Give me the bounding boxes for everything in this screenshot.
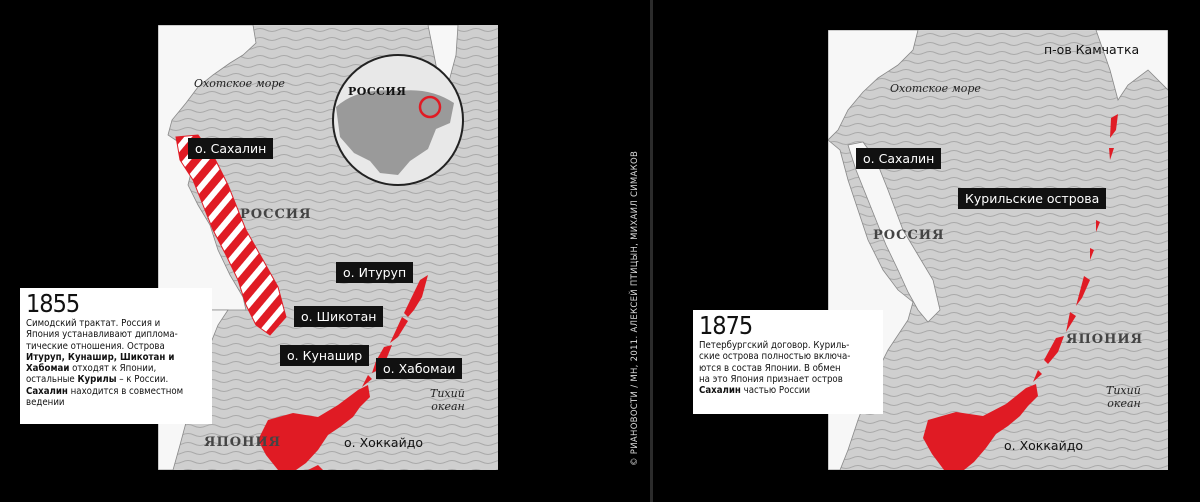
sea-label-pacific [430,387,465,413]
pacific-line-1: Тихий [1106,384,1141,397]
description-1875 [699,340,877,396]
country-label-japan: ЯПОНИЯ [1066,332,1144,347]
country-label-russia: РОССИЯ [873,228,945,243]
desc-line: Симодский трактат. Россия и [26,318,161,329]
desc-line: на это Япония признает остров [699,373,843,385]
locator-globe [333,55,463,185]
desc-bold-kurily: Курилы [77,374,117,386]
year-1855: 1855 [26,289,80,318]
sea-label-okhotsk: Охотское море [890,82,981,95]
label-kamchatka: п-ов Камчатка [1044,42,1140,57]
label-kuril-islands: Курильские острова [958,188,1106,209]
globe-country-label: РОССИЯ [348,85,407,98]
credit-line: © РИАНОВОСТИ / МН, 2011. АЛЕКСЕЙ ПТИЦЫН, МИХАИЛ СИМАКОВ [630,150,640,466]
description-1855 [26,318,206,408]
pacific-line-2: океан [1107,397,1141,410]
desc-text: частью России [740,385,811,397]
country-label-russia: РОССИЯ [240,207,312,222]
desc-bold-habomai: Хабомаи [26,363,70,375]
panel-divider [650,0,653,502]
desc-line: ские острова полностью включа- [699,351,851,363]
desc-line: Петербургский договор. Куриль- [699,340,850,351]
label-shikotan: о. Шикотан [294,306,383,327]
desc-text: отходят к Японии, [69,363,157,375]
label-hokkaido: о. Хоккайдо [344,435,423,450]
country-label-japan: ЯПОНИЯ [204,435,282,450]
label-sakhalin: о. Сахалин [856,148,941,169]
label-habomai: о. Хабомаи [376,358,462,379]
desc-text: находится в совместном [67,385,184,397]
desc-bold-sakhalin: Сахалин [26,385,68,397]
sea-label-pacific [1106,384,1141,410]
desc-line: ются в состав Японии. В обмен [699,362,841,374]
pacific-line-2: океан [431,400,465,413]
infobox-1855 [20,288,212,424]
label-kunashir: о. Кунашир [280,345,369,366]
sea-label-okhotsk: Охотское море [194,77,285,90]
desc-line: тические отношения. Острова [26,340,165,352]
label-sakhalin: о. Сахалин [188,138,273,159]
desc-bold-islands: Итуруп, Кунашир, Шикотан и [26,351,175,363]
year-1875: 1875 [699,311,753,340]
desc-line: ведении [26,397,65,409]
pacific-line-1: Тихий [430,387,465,400]
desc-text: остальные [26,374,78,386]
desc-line: Япония устанавливают диплома- [26,329,178,341]
desc-text: – к России. [116,374,169,386]
label-hokkaido: о. Хоккайдо [1004,438,1083,453]
label-iturup: о. Итуруп [336,262,413,283]
desc-bold-sakhalin: Сахалин [699,385,741,397]
infobox-1875 [693,310,883,414]
